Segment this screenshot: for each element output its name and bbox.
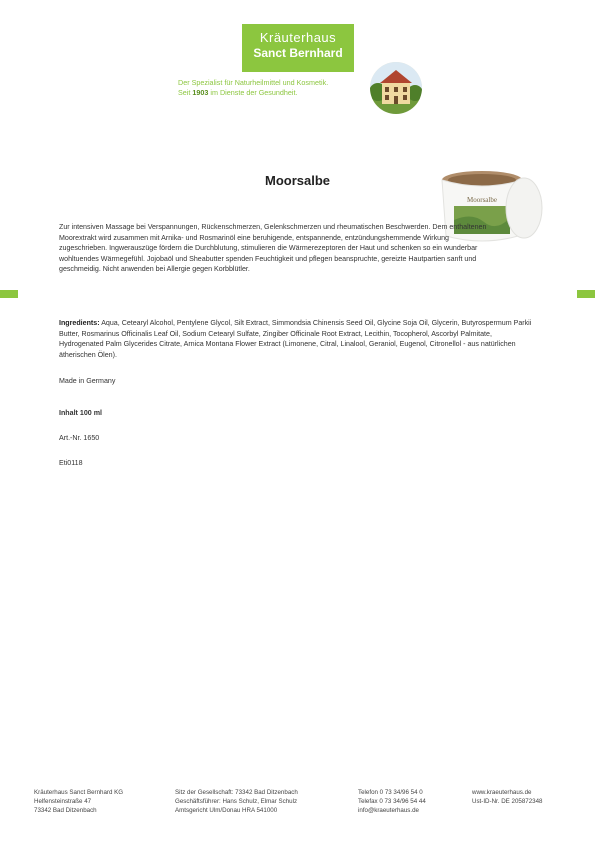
eti-code: Eti0118	[59, 459, 83, 467]
footer-line: Amtsgericht Ulm/Donau HRA 541000	[175, 807, 278, 814]
brand-logo	[242, 24, 354, 72]
footer-registry	[175, 788, 298, 815]
product-description: Zur intensiven Massage bei Verspannungen, Rückenschmerzen, Gelenkschmerzen und rheumatischen Beschwerden. Dem enthaltenen Moorextrakt wird zusammen mit Arnika- und Rosmarinöl eine beruhigende, entspannende, entzündungshemmende Wirkung zugeschrieben. Ingwerauszüge fördern die Durchblutung, stimulieren die Wärmerezeptoren der Haut und schenken so ein wunderbar wohltuendes Wärmegefühl. Jojobaöl und Sheabutter spenden Feuchtigkeit und pflegen beanspruchte, gereizte Hautpartien sanft und geschmeidig. Nicht anwenden bei Allergie gegen Korbblütler.	[59, 223, 487, 273]
content-volume: Inhalt 100 ml	[59, 409, 102, 417]
fold-mark-right	[577, 290, 595, 298]
tagline-suffix: im Dienste der Gesundheit.	[208, 88, 298, 97]
article-number: Art.-Nr. 1650	[59, 434, 100, 442]
footer-email[interactable]: info@kraeuterhaus.de	[358, 807, 419, 814]
footer-website[interactable]: www.kraeuterhaus.de	[472, 789, 532, 796]
footer-line: Geschäftsführer: Hans Schulz, Elmar Schulz	[175, 798, 298, 805]
fold-mark-left	[0, 290, 18, 298]
footer-line: Sitz der Gesellschaft: 73342 Bad Ditzenbach	[175, 789, 298, 796]
tagline-year: 1903	[192, 88, 209, 97]
ingredients-list: Aqua, Cetearyl Alcohol, Pentylene Glycol, Silt Extract, Simmondsia Chinensis Seed Oil, Glycine Soja Oil, Glycerin, Butyrospermum Parkii Butter, Rosmarinus Officinalis Leaf Oil, Sodium Cetearyl Sulfate, Zingiber Officinale Root Extract, Lecithin, Tocopherol, Ascorbyl Palmitate, Hydrogenated Palm Glycerides Citrate, Arnica Montana Flower Extract (Limonene, Citral, Linalool, Geraniol, Eugenol, Citronellol - aus natürlichen ätherischen Ölen).	[59, 319, 532, 359]
ingredients-label: Ingredients:	[59, 319, 100, 327]
footer-line: Telefon 0 73 34/96 54 0	[358, 789, 423, 796]
footer-web	[472, 788, 543, 806]
made-in: Made in Germany	[59, 377, 116, 385]
building-photo-badge	[370, 62, 422, 114]
footer-line: Helfensteinstraße 47	[34, 798, 92, 805]
footer-contact	[358, 788, 426, 815]
ingredients-paragraph	[59, 318, 537, 360]
logo-line-1: Kräuterhaus	[259, 30, 337, 45]
footer-line: Ust-ID-Nr. DE 205872348	[472, 798, 543, 805]
page-title: Moorsalbe	[264, 173, 330, 188]
tagline-line-1: Der Spezialist für Naturheilmittel und Kosmetik.	[178, 78, 329, 87]
tagline-line-2	[178, 88, 378, 98]
tagline	[178, 78, 378, 98]
tagline-prefix: Seit	[178, 88, 193, 97]
logo-line-2: Sanct Bernhard	[253, 46, 343, 60]
footer-line: 73342 Bad Ditzenbach	[34, 807, 97, 814]
jar-label: Moorsalbe	[467, 196, 497, 204]
footer-company	[34, 788, 123, 815]
footer-line: Telefax 0 73 34/96 54 44	[358, 798, 426, 805]
footer-line: Kräuterhaus Sanct Bernhard KG	[34, 789, 124, 796]
